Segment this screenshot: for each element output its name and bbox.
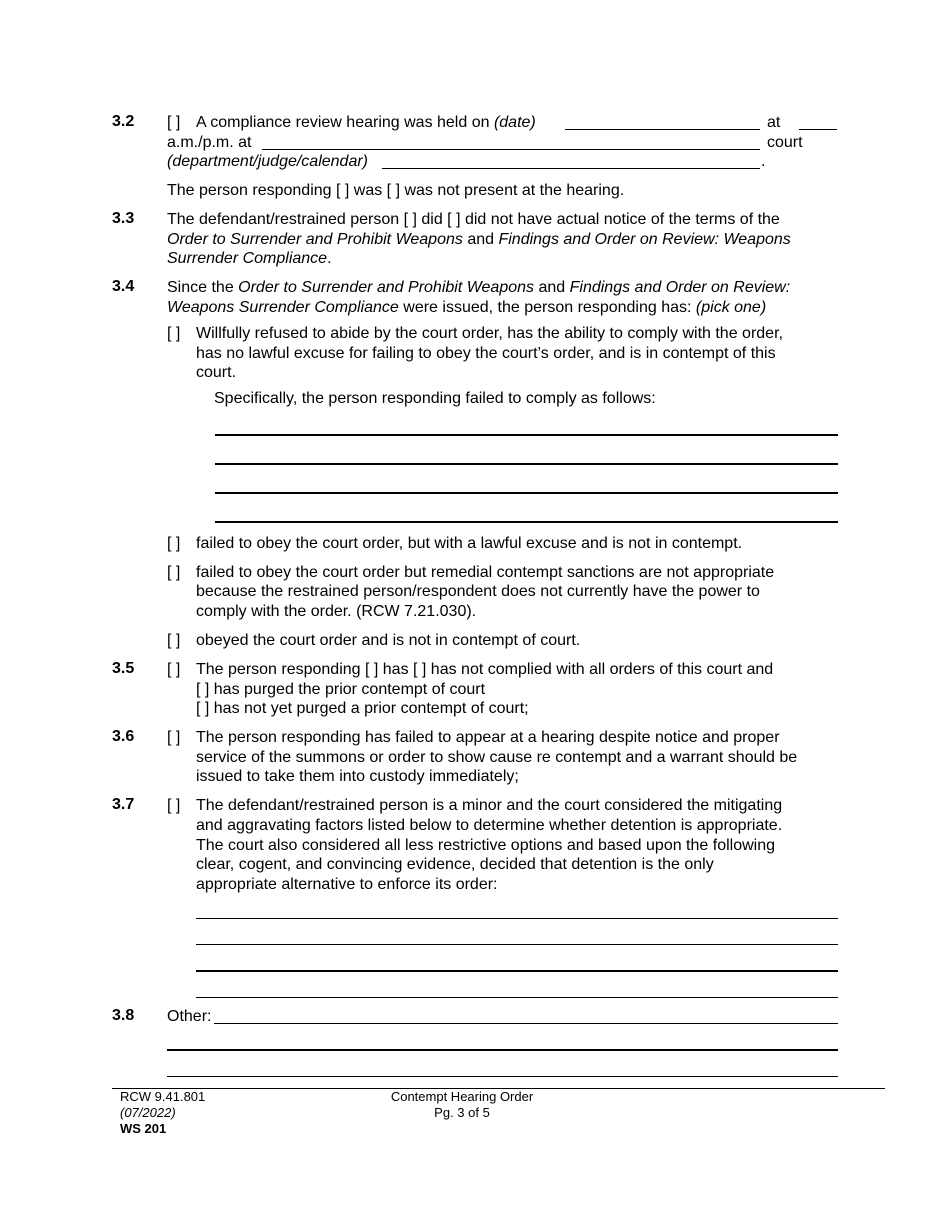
fill-in-line[interactable] (167, 1049, 838, 1051)
fill-in-line[interactable] (196, 997, 838, 998)
section-number: 3.8 (112, 1007, 135, 1024)
findings-name: Findings and Order on Review: (569, 279, 791, 296)
section-3-5-line-2: [ ] has purged the prior contempt of court (196, 681, 486, 698)
pick-one: (pick one) (695, 299, 767, 316)
time-field[interactable] (799, 129, 837, 130)
footer-rcw: RCW 9.41.801 (120, 1089, 206, 1104)
section-3-6-line-2: service of the summons or order to show cause re contempt and a warrant should be (196, 749, 798, 766)
footer-form-number: WS 201 (120, 1121, 167, 1136)
section-3-6-line-1: The person responding has failed to appear at a hearing despite notice and proper (196, 729, 780, 746)
checkbox[interactable]: [ ] (167, 632, 181, 649)
fill-in-line[interactable] (196, 944, 838, 945)
section-number: 3.3 (112, 210, 135, 227)
fill-in-line[interactable] (196, 970, 838, 972)
section-3-5-line-1: The person responding [ ] has [ ] has not complied with all orders of this court and (196, 661, 774, 678)
section-number: 3.7 (112, 796, 135, 813)
order-name: Order to Surrender and Prohibit Weapons (238, 279, 535, 296)
text: (department/judge/calendar) (167, 153, 369, 170)
section-number: 3.2 (112, 113, 135, 130)
compliance-name: Surrender Compliance (167, 250, 328, 267)
section-number: 3.5 (112, 660, 135, 677)
department-field[interactable] (382, 168, 760, 169)
text: and (462, 231, 499, 248)
period: . (761, 153, 766, 170)
fill-in-line[interactable] (215, 463, 838, 465)
date-field[interactable] (565, 129, 760, 130)
checkbox[interactable]: [ ] (167, 564, 181, 581)
option-1-line-3: court. (196, 364, 237, 381)
date-label: (date) (493, 114, 536, 131)
section-3-5-line-3: [ ] has not yet purged a prior contempt of court; (196, 700, 529, 717)
footer-page-number: Pg. 3 of 5 (434, 1105, 490, 1120)
section-3-3-line-2 (167, 230, 791, 250)
option-3-line-2: because the restrained person/respondent does not currently have the power to (196, 583, 760, 600)
section-3-3-line-3 (167, 249, 332, 269)
checkbox[interactable]: [ ] (167, 661, 181, 678)
checkbox[interactable]: [ ] (167, 797, 181, 814)
text: and (534, 279, 570, 296)
text: Since the (167, 279, 239, 296)
section-number: 3.4 (112, 278, 135, 295)
section-3-7-line-1: The defendant/restrained person is a minor and the court considered the mitigating (196, 797, 783, 814)
option-3-line-3: comply with the order. (RCW 7.21.030). (196, 603, 477, 620)
court-label: court (767, 134, 803, 151)
option-4: obeyed the court order and is not in contempt of court. (196, 632, 581, 649)
section-3-3-line-1: The defendant/restrained person [ ] did [ ] did not have actual notice of the terms of the (167, 211, 780, 228)
section-number: 3.6 (112, 728, 135, 745)
option-2: failed to obey the court order, but with a lawful excuse and is not in contempt. (196, 535, 743, 552)
checkbox[interactable]: [ ] (167, 325, 181, 342)
location-field[interactable] (262, 149, 760, 150)
text: A compliance review hearing was held on (196, 114, 494, 131)
checkbox[interactable]: [ ] (167, 114, 181, 131)
checkbox[interactable]: [ ] (167, 729, 181, 746)
other-field[interactable] (214, 1023, 838, 1024)
order-name: Order to Surrender and Prohibit Weapons (167, 231, 463, 248)
fill-in-line[interactable] (215, 492, 838, 494)
findings-name: Findings and Order on Review: Weapons (498, 231, 791, 248)
text: were issued, the person responding has: (398, 299, 696, 316)
ampm-label: a.m./p.m. at (167, 134, 252, 151)
footer-date: (07/2022) (120, 1105, 176, 1120)
section-3-7-line-5: appropriate alternative to enforce its order: (196, 876, 498, 893)
section-3-7-line-3: The court also considered all less restrictive options and based upon the following (196, 837, 775, 854)
section-3-6-line-3: issued to take them into custody immediately; (196, 768, 519, 785)
present-line: The person responding [ ] was [ ] was not present at the hearing. (167, 182, 625, 199)
option-1-line-1: Willfully refused to abide by the court order, has the ability to comply with the order, (196, 325, 783, 342)
compliance-name: Weapons Surrender Compliance (167, 299, 399, 316)
fill-in-line[interactable] (167, 1076, 838, 1077)
option-3-line-1: failed to obey the court order but remedial contempt sanctions are not appropriate (196, 564, 775, 581)
fill-in-line[interactable] (215, 521, 838, 523)
fill-in-line[interactable] (196, 918, 838, 919)
section-3-4-line-1 (167, 278, 790, 298)
checkbox[interactable]: [ ] (167, 535, 181, 552)
other-label: Other: (167, 1008, 212, 1025)
specifically-label: Specifically, the person responding failed to comply as follows: (214, 390, 656, 407)
section-3-2-line-1 (196, 113, 536, 133)
section-3-4-line-2 (167, 298, 766, 318)
section-3-7-line-4: clear, cogent, and convincing evidence, decided that detention is the only (196, 856, 714, 873)
fill-in-line[interactable] (215, 434, 838, 436)
footer-title: Contempt Hearing Order (390, 1089, 534, 1104)
section-3-7-line-2: and aggravating factors listed below to determine whether detention is appropriate. (196, 817, 783, 834)
text: . (327, 250, 332, 267)
at-label: at (767, 114, 781, 131)
department-label (167, 152, 368, 172)
option-1-line-2: has no lawful excuse for failing to obey the court’s order, and is in contempt of this (196, 345, 776, 362)
